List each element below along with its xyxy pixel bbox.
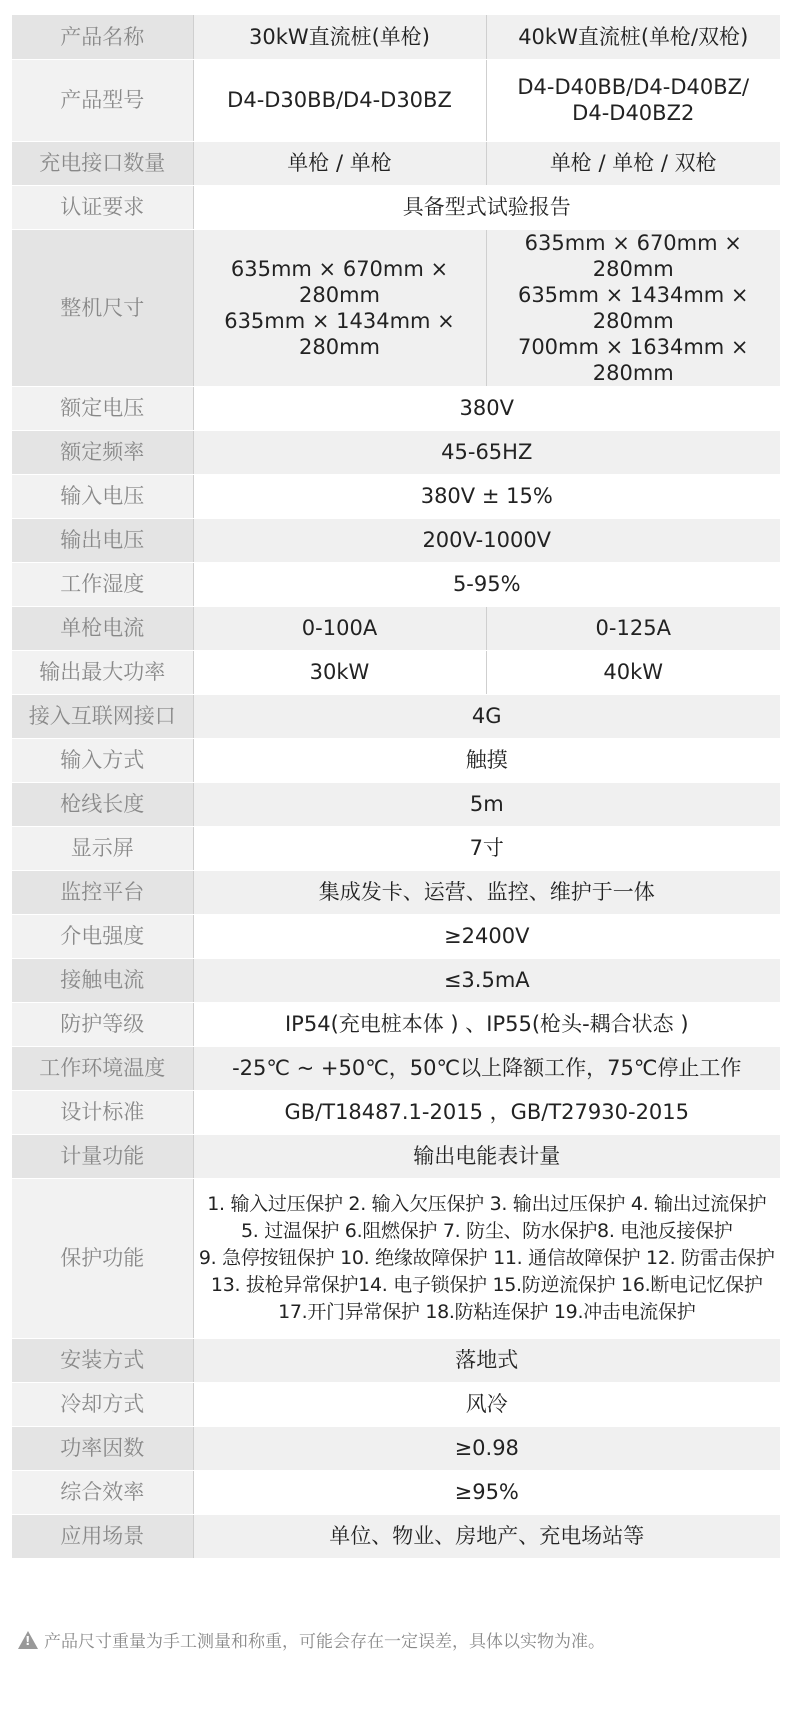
row-label: 额定电压 [12,386,193,430]
table-row [12,738,780,782]
disclaimer-note [18,1627,605,1652]
cell-value: ≤3.5mA [193,958,780,1002]
row-label: 输入方式 [12,738,193,782]
cell-value: ≥0.98 [193,1426,780,1470]
row-label: 输入电压 [12,474,193,518]
cell-value: 380V ± 15% [193,474,780,518]
cell-value: GB/T18487.1-2015 ，GB/T27930-2015 [193,1090,780,1134]
row-label: 设计标准 [12,1090,193,1134]
cell-value: 集成发卡、运营、监控、维护于一体 [193,870,780,914]
table-row [12,386,780,430]
row-label: 应用场景 [12,1514,193,1558]
spec-table [12,15,780,1559]
table-row [12,430,780,474]
cell-value: -25℃ ~ +50℃，50℃以上降额工作，75℃停止工作 [193,1046,780,1090]
cell-value: ≥2400V [193,914,780,958]
cell-value: ≥95% [193,1470,780,1514]
row-label: 综合效率 [12,1470,193,1514]
cell-value: IP54(充电桩本体 ) 、IP55(枪头-耦合状态 ) [193,1002,780,1046]
row-label: 功率因数 [12,1426,193,1470]
cell-line: 635mm × 1434mm × 280mm [517,282,749,333]
table-row [12,826,780,870]
cell-30kw: D4-D30BB/D4-D30BZ [193,59,486,141]
table-row [12,229,780,386]
row-label: 保护功能 [12,1178,193,1338]
table-row [12,694,780,738]
cell-30kw [193,229,486,386]
cell-30kw: 30kW直流桩(单枪) [193,15,486,59]
row-label: 工作湿度 [12,562,193,606]
cell-value: 5m [193,782,780,826]
table-row [12,1046,780,1090]
cell-line: 635mm × 1434mm × 280mm [224,308,455,359]
cell-30kw: 单枪 / 单枪 [193,141,486,185]
cell-value: 输出电能表计量 [193,1134,780,1178]
row-label: 产品型号 [12,59,193,141]
table-row [12,914,780,958]
cell-40kw: 40kW直流桩(单枪/双枪) [486,15,780,59]
table-row [12,1090,780,1134]
table-row [12,474,780,518]
row-label: 充电接口数量 [12,141,193,185]
row-label: 显示屏 [12,826,193,870]
row-label: 额定频率 [12,430,193,474]
row-label: 接触电流 [12,958,193,1002]
row-label: 接入互联网接口 [12,694,193,738]
cell-line: 1. 输入过压保护 2. 输入欠压保护 3. 输出过压保护 4. 输出过流保护 [207,1192,767,1215]
table-row [12,606,780,650]
row-label: 冷却方式 [12,1382,193,1426]
cell-value: 45-65HZ [193,430,780,474]
cell-line: 635mm × 670mm × 280mm [524,230,742,281]
cell-value: 200V-1000V [193,518,780,562]
table-row [12,518,780,562]
row-label: 监控平台 [12,870,193,914]
cell-line: 13. 拔枪异常保护14. 电子锁保护 15.防逆流保护 16.断电记忆保护 [210,1273,763,1296]
cell-value: 380V [193,386,780,430]
row-label: 介电强度 [12,914,193,958]
table-row [12,1338,780,1382]
cell-value [193,1178,780,1338]
cell-value: 5-95% [193,562,780,606]
row-label: 工作环境温度 [12,1046,193,1090]
row-label: 整机尺寸 [12,229,193,386]
cell-40kw: 0-125A [486,606,780,650]
row-label: 计量功能 [12,1134,193,1178]
row-label: 产品名称 [12,15,193,59]
row-label: 单枪电流 [12,606,193,650]
warning-icon [18,1631,38,1649]
row-label: 防护等级 [12,1002,193,1046]
table-row [12,562,780,606]
cell-line: D4-D40BB/D4-D40BZ/ [517,75,750,99]
row-label: 输出电压 [12,518,193,562]
cell-value: 7寸 [193,826,780,870]
table-row [12,650,780,694]
cell-40kw: 单枪 / 单枪 / 双枪 [486,141,780,185]
cell-30kw: 30kW [193,650,486,694]
cell-40kw [486,229,780,386]
table-row [12,1470,780,1514]
table-row [12,1178,780,1338]
cell-value: 4G [193,694,780,738]
table-row [12,1002,780,1046]
cell-value: 风冷 [193,1382,780,1426]
table-row [12,1426,780,1470]
table-row [12,1514,780,1558]
cell-line: 5. 过温保护 6.阻燃保护 7. 防尘、防水保护8. 电池反接保护 [240,1219,733,1242]
cell-value: 触摸 [193,738,780,782]
cell-value: 具备型式试验报告 [193,185,780,229]
table-row [12,1134,780,1178]
cell-line: 700mm × 1634mm × 280mm [517,334,749,385]
cell-line: 17.开门异常保护 18.防粘连保护 19.冲击电流保护 [278,1300,696,1323]
row-label: 安装方式 [12,1338,193,1382]
row-label: 输出最大功率 [12,650,193,694]
cell-value: 单位、物业、房地产、充电场站等 [193,1514,780,1558]
table-row [12,141,780,185]
table-row [12,782,780,826]
cell-line: 9. 急停按钮保护 10. 绝缘故障保护 11. 通信故障保护 12. 防雷击保护 [198,1246,775,1269]
row-label: 枪线长度 [12,782,193,826]
spec-table-body [12,15,780,1558]
table-row [12,958,780,1002]
disclaimer-text: 产品尺寸重量为手工测量和称重，可能会存在一定误差，具体以实物为准。 [44,1632,605,1652]
cell-40kw: 40kW [486,650,780,694]
table-row [12,185,780,229]
cell-30kw: 0-100A [193,606,486,650]
table-row [12,59,780,141]
cell-value: 落地式 [193,1338,780,1382]
cell-line: D4-D40BZ2 [572,101,695,125]
table-row [12,1382,780,1426]
table-row [12,870,780,914]
table-row [12,15,780,59]
cell-40kw [486,59,780,141]
cell-line: 635mm × 670mm × 280mm [230,256,449,307]
row-label: 认证要求 [12,185,193,229]
